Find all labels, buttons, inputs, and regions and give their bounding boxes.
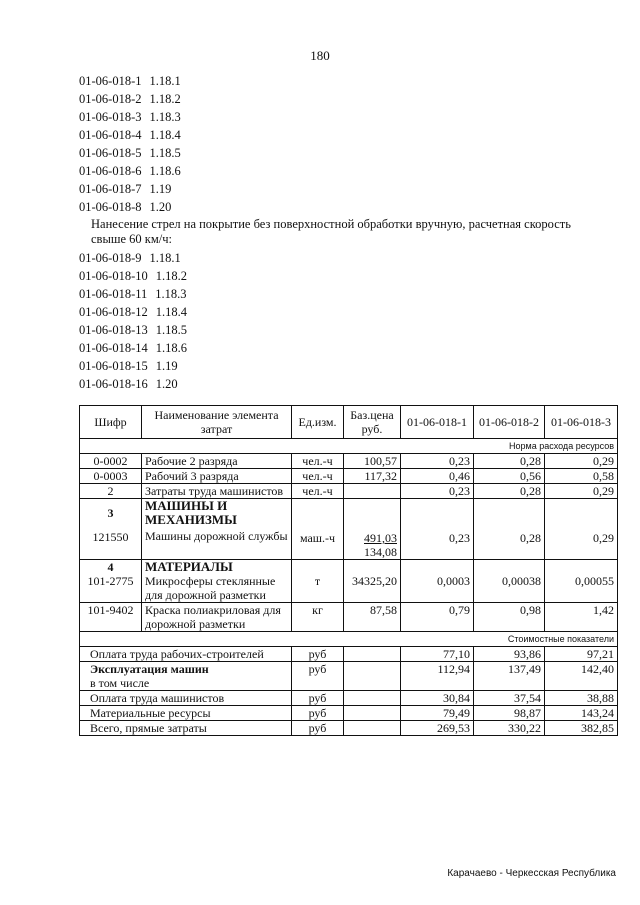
table-header-row [80, 406, 618, 439]
cell-value-1 [401, 499, 474, 560]
cost-value-2: 98,87 [474, 706, 545, 721]
item-code: 101-2775 [87, 574, 134, 588]
cell-unit: чел.-ч [292, 469, 344, 484]
cost-name: Оплата труда машинистов [80, 691, 292, 706]
code: 01-06-018-5 [79, 146, 142, 160]
table-row [80, 499, 618, 560]
code-group-2 [79, 249, 599, 393]
ref: 1.19 [155, 359, 178, 373]
ref: 1.18.6 [155, 341, 187, 355]
cell-value-3: 0,29 [545, 454, 618, 469]
cost-name [80, 662, 292, 691]
cell-name: Рабочие 2 разряда [142, 454, 292, 469]
cell-price [344, 484, 401, 499]
cost-value-3: 143,24 [545, 706, 618, 721]
cost-unit: руб [292, 721, 344, 736]
value-text: 0,00055 [575, 574, 614, 588]
cost-name: Материальные ресурсы [80, 706, 292, 721]
ref: 1.20 [149, 200, 172, 214]
cost-empty [344, 647, 401, 662]
ref: 1.18.3 [149, 110, 181, 124]
cost-value-1: 269,53 [401, 721, 474, 736]
code-row [79, 144, 599, 162]
cell-name: Рабочий 3 разряда [142, 469, 292, 484]
item-name: Микросферы стеклянные для дорожной разметки [145, 574, 276, 602]
cell-price [344, 499, 401, 560]
cell-value-1: 0,79 [401, 603, 474, 632]
code: 01-06-018-2 [79, 92, 142, 106]
cell-price: 87,58 [344, 603, 401, 632]
cell-value-1: 0,23 [401, 484, 474, 499]
cell-value-2: 0,98 [474, 603, 545, 632]
section-code: 3 [107, 506, 114, 520]
cell-value-2: 0,28 [474, 454, 545, 469]
price-text: 34325,20 [352, 574, 397, 588]
cell-unit: чел.-ч [292, 454, 344, 469]
cell-code: 0-0002 [80, 454, 142, 469]
cell-value-1: 0,46 [401, 469, 474, 484]
cell-value-3: 1,42 [545, 603, 618, 632]
ref: 1.18.2 [149, 92, 181, 106]
cell-value-1: 0,23 [401, 454, 474, 469]
cell-value-3: 0,29 [545, 484, 618, 499]
section-title: МАТЕРИАЛЫ [145, 559, 233, 574]
code: 01-06-018-15 [79, 359, 148, 373]
cost-empty [344, 706, 401, 721]
section-title: МАШИНЫ И МЕХАНИЗМЫ [145, 498, 237, 527]
ref: 1.18.1 [149, 251, 181, 265]
cost-row [80, 721, 618, 736]
cost-value-2: 330,22 [474, 721, 545, 736]
code-group-1 [79, 72, 599, 216]
code-row [79, 321, 599, 339]
cost-caption: Стоимостные показатели [80, 632, 618, 647]
ref: 1.18.4 [155, 305, 187, 319]
cost-unit: руб [292, 647, 344, 662]
code: 01-06-018-4 [79, 128, 142, 142]
cell-price: 117,32 [344, 469, 401, 484]
cell-code: 2 [80, 484, 142, 499]
cell-value-3 [545, 560, 618, 603]
code-row [79, 180, 599, 198]
code: 01-06-018-14 [79, 341, 148, 355]
code-row [79, 357, 599, 375]
cost-name: Всего, прямые затраты [80, 721, 292, 736]
cost-value-2: 93,86 [474, 647, 545, 662]
code-row [79, 198, 599, 216]
value-text: 0,00038 [502, 574, 541, 588]
cost-row [80, 706, 618, 721]
code: 01-06-018-1 [79, 74, 142, 88]
ref: 1.18.5 [155, 323, 187, 337]
cell-price [344, 560, 401, 603]
cost-value-1: 112,94 [401, 662, 474, 691]
unit-text: маш.-ч [299, 531, 336, 545]
unit-text: т [314, 574, 321, 588]
cost-sub-text: в том числе [90, 676, 150, 690]
cell-name [142, 499, 292, 560]
code: 01-06-018-16 [79, 377, 148, 391]
cell-value-2 [474, 560, 545, 603]
code-row [79, 303, 599, 321]
header-col-2: 01-06-018-2 [474, 406, 545, 439]
page-number: 180 [310, 48, 330, 63]
cost-name: Оплата труда рабочих-строителей [80, 647, 292, 662]
cell-value-2 [474, 499, 545, 560]
code-row [79, 285, 599, 303]
table-row [80, 560, 618, 603]
cost-value-2: 37,54 [474, 691, 545, 706]
cost-empty [344, 691, 401, 706]
cell-code: 101-9402 [80, 603, 142, 632]
subheading [91, 216, 599, 249]
header-base-price: Баз.цена руб. [344, 406, 401, 439]
code-row [79, 375, 599, 393]
cell-code [80, 499, 142, 560]
ref: 1.18.3 [155, 287, 187, 301]
value-text: 0,23 [449, 531, 470, 545]
cost-name-text: Эксплуатация машин [90, 662, 209, 676]
cell-price: 100,57 [344, 454, 401, 469]
footer-region: Карачаево - Черкесская Республика [447, 868, 616, 879]
code: 01-06-018-8 [79, 200, 142, 214]
item-name: Машины дорожной службы [145, 529, 288, 543]
table-row [80, 603, 618, 632]
cell-unit [292, 499, 344, 560]
ref: 1.18.6 [149, 164, 181, 178]
code-row [79, 72, 599, 90]
cell-value-3: 0,58 [545, 469, 618, 484]
cell-unit: чел.-ч [292, 484, 344, 499]
ref: 1.18.1 [149, 74, 181, 88]
norm-caption-row [80, 439, 618, 454]
cost-value-1: 77,10 [401, 647, 474, 662]
header-code: Шифр [80, 406, 142, 439]
cost-row [80, 647, 618, 662]
subheading-line-1: Нанесение стрел на покрытие без поверхностной обработки вручную, расчетная скорость [91, 217, 571, 231]
table-row [80, 454, 618, 469]
header-unit: Ед.изм. [292, 406, 344, 439]
cost-value-1: 79,49 [401, 706, 474, 721]
code-row [79, 267, 599, 285]
cell-value-2: 0,28 [474, 484, 545, 499]
cell-value-3 [545, 499, 618, 560]
cost-unit: руб [292, 691, 344, 706]
code-row [79, 108, 599, 126]
cell-value-1 [401, 560, 474, 603]
norm-caption: Норма расхода ресурсов [80, 439, 618, 454]
cost-value-3: 382,85 [545, 721, 618, 736]
cell-unit [292, 560, 344, 603]
section-code: 4 [107, 560, 114, 574]
cell-value-2: 0,56 [474, 469, 545, 484]
cost-value-3: 38,88 [545, 691, 618, 706]
ref: 1.18.2 [155, 269, 187, 283]
ref: 1.19 [149, 182, 172, 196]
cell-name [142, 560, 292, 603]
header-col-3: 01-06-018-3 [545, 406, 618, 439]
table-row [80, 469, 618, 484]
code: 01-06-018-6 [79, 164, 142, 178]
cost-empty [344, 721, 401, 736]
cost-unit: руб [292, 706, 344, 721]
cost-value-3: 97,21 [545, 647, 618, 662]
code: 01-06-018-13 [79, 323, 148, 337]
code-list [79, 72, 599, 393]
ref: 1.20 [155, 377, 178, 391]
cell-name: Краска полиакриловая для дорожной разметки [142, 603, 292, 632]
cell-code: 0-0003 [80, 469, 142, 484]
cost-value-1: 30,84 [401, 691, 474, 706]
cost-empty [344, 662, 401, 691]
resource-table [79, 405, 618, 736]
price-top: 491,03 [364, 531, 397, 545]
cost-unit: руб [292, 662, 344, 691]
code-row [79, 162, 599, 180]
header-name: Наименование элемента затрат [142, 406, 292, 439]
cost-row [80, 662, 618, 691]
value-text: 0,29 [593, 531, 614, 545]
code-row [79, 126, 599, 144]
item-code: 121550 [92, 530, 129, 544]
cost-row [80, 691, 618, 706]
price-bottom: 134,08 [364, 545, 397, 559]
ref: 1.18.4 [149, 128, 181, 142]
table-row [80, 484, 618, 499]
cell-unit: кг [292, 603, 344, 632]
value-text: 0,28 [520, 531, 541, 545]
cost-value-3: 142,40 [545, 662, 618, 691]
ref: 1.18.5 [149, 146, 181, 160]
code: 01-06-018-3 [79, 110, 142, 124]
code: 01-06-018-7 [79, 182, 142, 196]
code: 01-06-018-12 [79, 305, 148, 319]
header-col-1: 01-06-018-1 [401, 406, 474, 439]
code: 01-06-018-9 [79, 251, 142, 265]
code: 01-06-018-10 [79, 269, 148, 283]
code: 01-06-018-11 [79, 287, 148, 301]
code-row [79, 339, 599, 357]
cost-caption-row [80, 632, 618, 647]
cell-code [80, 560, 142, 603]
value-text: 0,0003 [437, 574, 470, 588]
cost-value-2: 137,49 [474, 662, 545, 691]
code-row [79, 249, 599, 267]
code-row [79, 90, 599, 108]
cell-name: Затраты труда машинистов [142, 484, 292, 499]
subheading-line-2: свыше 60 км/ч: [91, 232, 172, 246]
